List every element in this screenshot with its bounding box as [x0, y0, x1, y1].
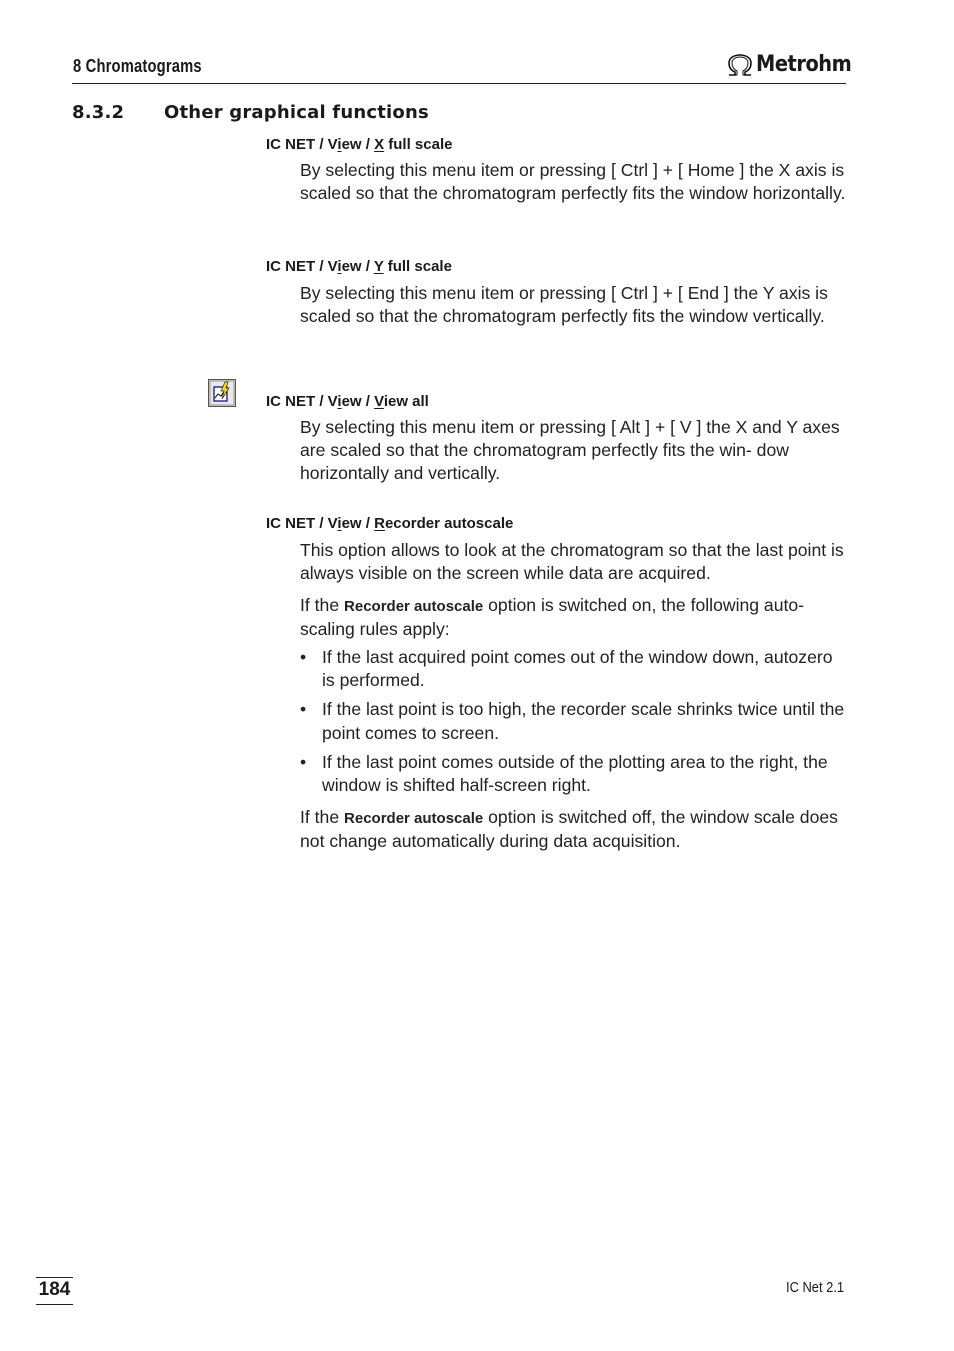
menu-path-x-full-scale: IC NET / View / X full scale: [266, 136, 453, 153]
autoscale-on-paragraph: If the Recorder autoscale option is switched on, the following auto- scaling rules apply:: [300, 595, 805, 640]
autoscale-rules-list: [300, 646, 848, 803]
view-all-toolbar-icon: [208, 379, 236, 407]
menu-path-view-all: IC NET / View / View all: [266, 393, 429, 410]
menu-path-y-full-scale: IC NET / View / Y full scale: [266, 258, 452, 275]
x-full-scale-description: By selecting this menu item or pressing [ Ctrl ] + [ Home ] the X axis is scaled so that the chromatogram perfectly fits the window horizontally.: [300, 160, 846, 204]
section-title: Other graphical functions: [164, 102, 429, 123]
autoscale-off-paragraph: If the Recorder autoscale option is switched off, the window scale does not change automatically during data acquisition.: [300, 807, 838, 852]
chapter-header: 8 Chromatograms: [73, 56, 202, 76]
menu-path-recorder-autoscale: IC NET / View / Recorder autoscale: [266, 515, 514, 532]
header-rule: [72, 83, 846, 84]
list-item: • If the last point is too high, the recorder scale shrinks twice until the point comes to screen.: [300, 699, 845, 743]
page-number-top-rule: [36, 1277, 73, 1278]
product-name: IC Net 2.1: [786, 1279, 845, 1296]
recorder-autoscale-description: This option allows to look at the chromatogram so that the last point is always visible on the screen while data are acquired.: [300, 540, 844, 584]
y-full-scale-description: By selecting this menu item or pressing [ Ctrl ] + [ End ] the Y axis is scaled so that the chromatogram perfectly fits the window vertically.: [300, 283, 828, 327]
section-heading: [72, 102, 429, 123]
page-number: 184: [36, 1279, 73, 1305]
logo-text: Metrohm: [756, 52, 852, 77]
view-all-description: By selecting this menu item or pressing [ Alt ] + [ V ] the X and Y axes are scaled so that the chromatogram perfectly fits the win- dow horizontally and vertically.: [300, 417, 840, 484]
recorder-autoscale-term: Recorder autoscale: [344, 598, 484, 615]
omega-logo-icon: [726, 53, 754, 77]
list-item: • If the last acquired point comes out of the window down, autozero is performed.: [300, 647, 833, 691]
metrohm-logo: [726, 52, 864, 77]
section-number: 8.3.2: [72, 102, 125, 123]
recorder-autoscale-term: Recorder autoscale: [344, 810, 484, 827]
list-item: • If the last point comes outside of the plotting area to the right, the window is shifted half-screen right.: [300, 751, 828, 796]
